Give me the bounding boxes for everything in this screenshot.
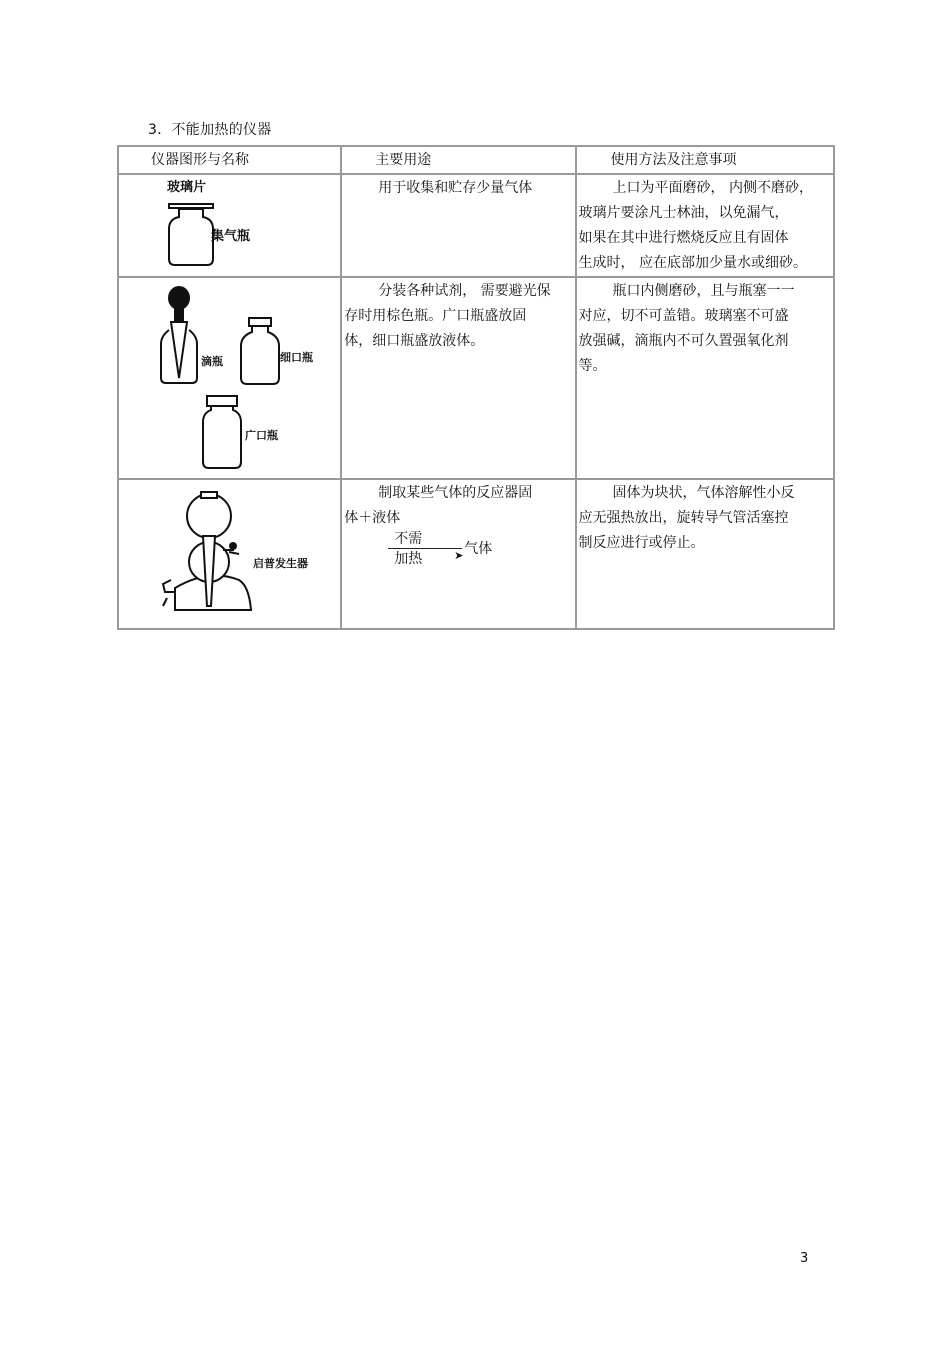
figure-cell: [118, 174, 341, 277]
table-row: [118, 174, 834, 277]
notes-line: 制反应进行或停止。: [578, 535, 705, 551]
notes-cell: [576, 174, 834, 277]
notes-cell: [576, 277, 834, 479]
notes-line: 固体为块状，气体溶解性小反: [612, 485, 795, 501]
header-figure-name: 仪器图形与名称: [151, 152, 249, 168]
notes-line: 上口为平面磨砂， 内侧不磨砂，: [612, 180, 813, 196]
instrument-table: [117, 145, 835, 630]
label-kipp-apparatus: 启普发生器: [253, 557, 308, 570]
use-text: [342, 480, 574, 581]
reaction-equation: [384, 531, 572, 581]
notes-text: [577, 480, 833, 556]
label-wide-mouth-bottle: 广口瓶: [245, 429, 278, 442]
reaction-arrow-head-icon: ➤: [454, 549, 464, 562]
use-line: 体，细口瓶盛放液体。: [344, 333, 485, 349]
use-text: [342, 278, 574, 354]
header-usage-notes: 使用方法及注意事项: [610, 152, 737, 168]
use-line: 制取某些气体的反应器固: [378, 485, 533, 501]
figure-cell: [118, 277, 341, 479]
label-glass-plate: 玻璃片: [167, 180, 207, 195]
kipp-apparatus-figure: [119, 480, 341, 628]
notes-line: 玻璃片要涂凡士林油，以免漏气，: [578, 205, 789, 221]
reagent-bottles-figure: [119, 278, 341, 478]
reaction-arrow-line: [388, 548, 462, 549]
table-row: [118, 277, 834, 479]
header-main-use: 主要用途: [375, 152, 432, 168]
gas-bottle-figure: [119, 175, 341, 273]
notes-line: 如果在其中进行燃烧反应且有固体: [578, 230, 789, 246]
notes-line: 放强碱，滴瓶内不可久置强氧化剂: [578, 333, 789, 349]
label-dropper-bottle: 滴瓶: [201, 355, 223, 368]
header-cell: [118, 146, 341, 174]
header-cell: [576, 146, 834, 174]
use-cell: [341, 277, 575, 479]
notes-line: 等。: [578, 358, 607, 374]
reagent-bottles-illustration: [119, 278, 341, 478]
notes-text: [577, 175, 833, 276]
use-line: 存时用棕色瓶。广口瓶盛放固: [344, 308, 527, 324]
kipp-apparatus-illustration: [119, 480, 341, 628]
label-narrow-mouth-bottle: 细口瓶: [280, 351, 313, 364]
notes-line: 瓶口内侧磨砂，且与瓶塞一一: [612, 283, 795, 299]
reaction-product: 气体: [464, 541, 493, 557]
use-line: 用于收集和贮存少量气体: [378, 180, 533, 196]
figure-cell: [118, 479, 341, 629]
use-line: 体＋液体: [344, 510, 401, 526]
header-cell: [341, 146, 575, 174]
notes-text: [577, 278, 833, 379]
table-header-row: [118, 146, 834, 174]
use-cell: [341, 479, 575, 629]
reaction-condition-below: 加热: [394, 551, 423, 567]
notes-line: 应无强热放出，旋转导气管活塞控: [578, 510, 789, 526]
notes-cell: [576, 479, 834, 629]
gas-bottle-illustration: [119, 175, 341, 273]
label-gas-bottle: 集气瓶: [211, 229, 251, 244]
reaction-condition-above: 不需: [394, 531, 423, 547]
use-cell: [341, 174, 575, 277]
notes-line: 生成时， 应在底部加少量水或细砂。: [578, 255, 807, 271]
section-heading: 3．不能加热的仪器: [148, 122, 272, 138]
use-line: 分装各种试剂， 需要避光保: [378, 283, 551, 299]
notes-line: 对应，切不可盖错。玻璃塞不可盛: [578, 308, 789, 324]
page-number: 3: [800, 1251, 809, 1266]
table-row: [118, 479, 834, 629]
